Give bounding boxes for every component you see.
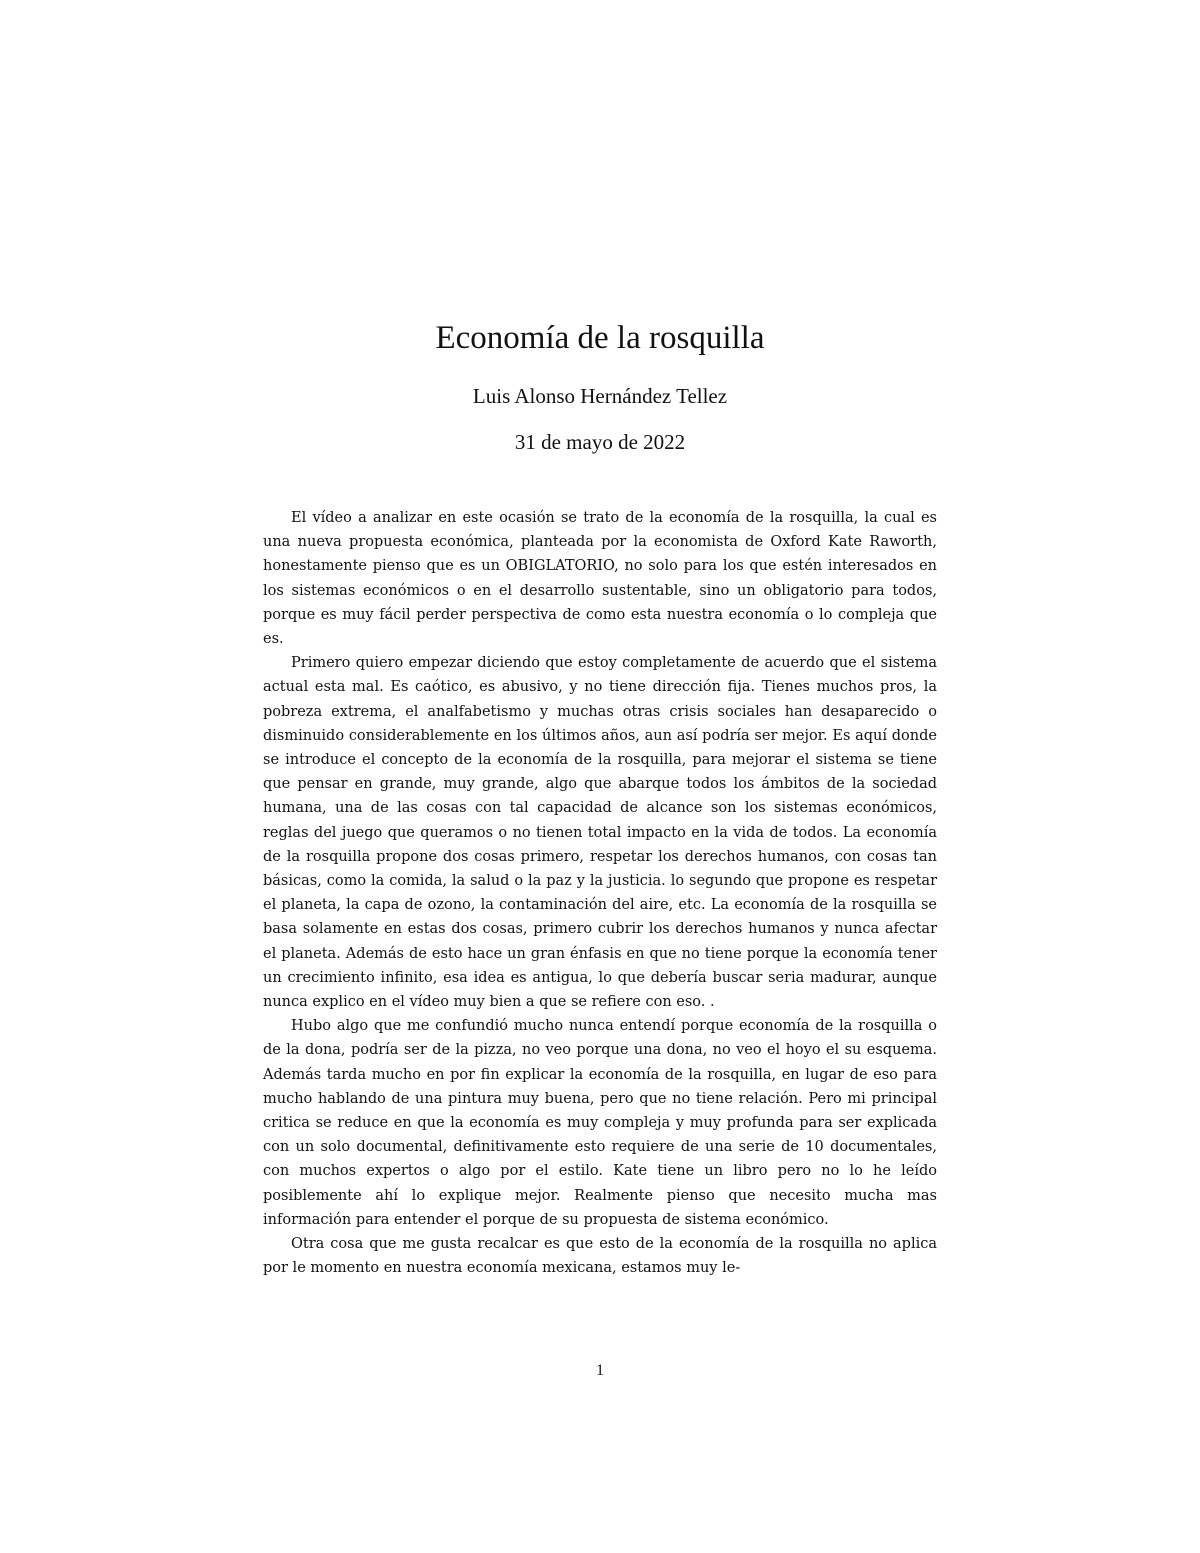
document-body (263, 506, 937, 1281)
page-number: 1 (596, 1362, 604, 1379)
document-author: Luis Alonso Hernández Tellez (472, 384, 728, 408)
paragraph-1: El vídeo a analizar en este ocasión se trato de la economía de la rosquilla, la cual es una nueva propuesta económica, planteada por la economista de Oxford Kate Raworth, honestamente pienso que es un OBIGLATORIO, no solo para los que estén interesados en los sistemas económicos o en el desarrollo sustentable, sino un obligatorio para todos, porque es muy fácil perder perspectiva de como esta nuestra economía o lo compleja que es. (263, 510, 937, 648)
document-title: Economía de la rosquilla (435, 320, 765, 356)
paragraph-3: Hubo algo que me confundió mucho nunca entendí porque economía de la rosquilla o de la dona, podría ser de la pizza, no veo porque una dona, no veo el hoyo el su esquema. Además tarda mucho en por fin explicar la economía de la rosquilla, en lugar de eso para mucho hablando de una pintura muy buena, pero que no tiene relación. Pero mi principal critica se reduce en que la economía es muy compleja y muy profunda para ser explicada con un solo documental, definitivamente esto requiere de una serie de 10 documentales, con muchos expertos o algo por el estilo. Kate tiene un libro pero no lo he leído posiblemente ahí lo explique mejor. Realmente pienso que necesito mucha mas información para entender el porque de su propuesta de sistema económico. (263, 1018, 937, 1228)
paragraph-4: Otra cosa que me gusta recalcar es que esto de la economía de la rosquilla no aplica por le momento en nuestra economía mexicana, estamos muy le- (263, 1236, 937, 1277)
document-date: 31 de mayo de 2022 (514, 430, 686, 454)
paragraph-2: Primero quiero empezar diciendo que estoy completamente de acuerdo que el sistema actual esta mal. Es caótico, es abusivo, y no tiene dirección fija. Tienes muchos pros, la pobreza extrema, el analfabetismo y muchas otras crisis sociales han desaparecido o disminuido considerablemente en los últimos años, aun así podría ser mejor. Es aquí donde se introduce el concepto de la economía de la rosquilla, para mejorar el sistema se tiene que pensar en grande, muy grande, algo que abarque todos los ámbitos de la sociedad humana, una de las cosas con tal capacidad de alcance son los sistemas económicos, reglas del juego que queramos o no tienen total impacto en la vida de todos. La economía de la rosquilla propone dos cosas primero, respetar los derechos humanos, con cosas tan básicas, como la comida, la salud o la paz y la justicia. lo segundo que propone es respetar el planeta, la capa de ozono, la contaminación del aire, etc. La economía de la rosquilla se basa solamente en estas dos cosas, primero cubrir los derechos humanos y nunca afectar el planeta. Además de esto hace un gran énfasis en que no tiene porque la economía tener un crecimiento infinito, esa idea es antigua, lo que debería buscar seria madurar, aunque nunca explico en el vídeo muy bien a que se refiere con eso. . (263, 655, 937, 1011)
